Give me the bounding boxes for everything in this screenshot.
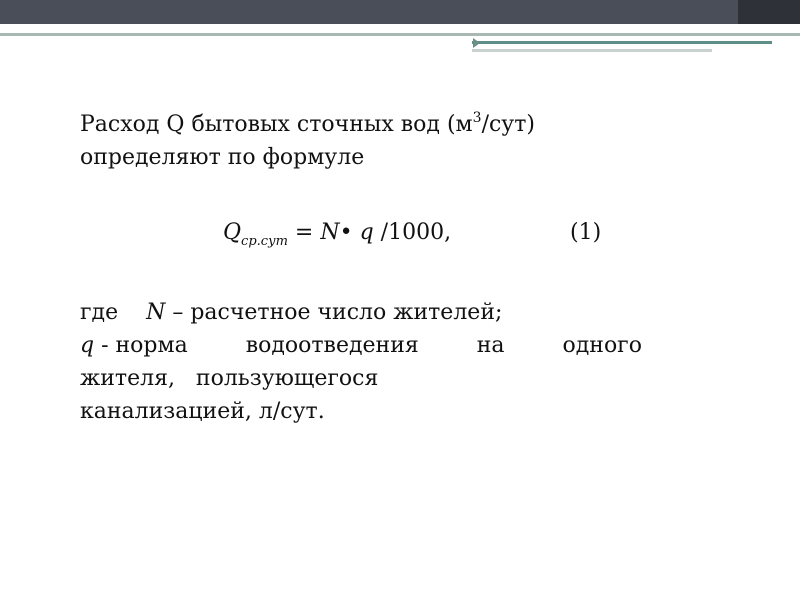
intro-superscript: 3 (472, 110, 482, 126)
header-bar (0, 0, 800, 24)
intro-text-1: Расход Q бытовых сточных вод (м (80, 112, 473, 137)
def-n-var: N (146, 300, 166, 325)
formula (223, 216, 451, 258)
where-label: где (80, 300, 119, 325)
def-q-var: q (80, 333, 95, 358)
definitions (80, 296, 700, 428)
header-rule-accent (472, 41, 772, 44)
formula-dot: • (339, 220, 360, 245)
intro-text-2: /сут) (481, 112, 536, 137)
definition-q (80, 329, 642, 362)
def-q-part-1 (80, 329, 188, 362)
header-bar-corner (738, 0, 800, 24)
def-n-desc: – расчетное число жителей; (165, 300, 503, 325)
formula-var-q: q (359, 220, 374, 245)
formula-subscript: ср.сут (241, 234, 288, 249)
header-rule-light (472, 49, 712, 52)
def-q-word-2: водоотведения (245, 333, 419, 358)
definition-n (80, 296, 700, 329)
def-q-word-3: на (476, 333, 505, 358)
definition-q-line-2: жителя, пользующегося (80, 366, 379, 391)
slide-body (80, 108, 700, 428)
intro-text-3: определяют по формуле (80, 145, 365, 170)
formula-tail: /1000, (373, 220, 452, 245)
triangle-marker-icon (473, 38, 480, 48)
header-rule-top (0, 33, 800, 36)
formula-symbol: Q (223, 220, 242, 245)
intro-paragraph (80, 108, 700, 174)
formula-block (80, 216, 700, 256)
definition-q-line-3: канализацией, л/сут. (80, 399, 325, 424)
formula-equals: = (287, 220, 321, 245)
formula-var-n: N (320, 220, 340, 245)
def-q-word-1: - норма (94, 333, 188, 358)
equation-number: (1) (570, 220, 602, 245)
def-q-word-4: одного (562, 333, 642, 358)
